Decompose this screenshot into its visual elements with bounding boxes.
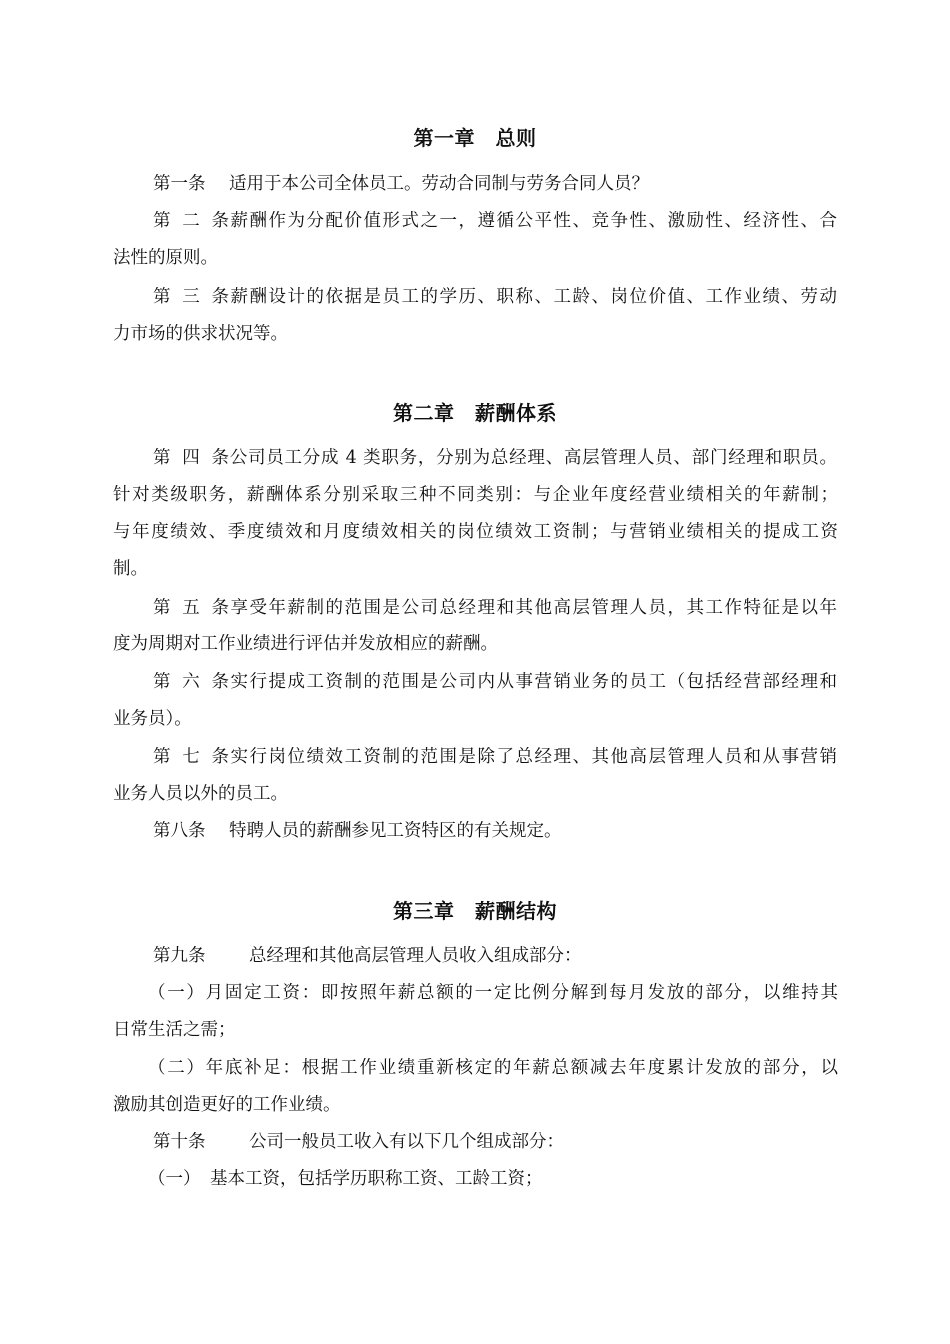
article-text: 力市场的供求状况等。 xyxy=(113,324,288,344)
article-text: 适用于本公司全体员工。劳动合同制与劳务合同人员？ xyxy=(229,174,649,194)
chapter-title: 第三章 薪酬结构 xyxy=(393,899,557,923)
article-text: 特聘人员的薪酬参见工资特区的有关规定。 xyxy=(229,821,562,841)
article-label: 第五条 xyxy=(153,598,229,618)
article-label: 第九条 xyxy=(153,946,206,966)
article-label: 第二条 xyxy=(153,211,229,231)
chapter-title: 第一章 总则 xyxy=(413,126,537,150)
article-text: 业务人员以外的员工。 xyxy=(113,784,288,804)
article-label: （一） xyxy=(148,1169,201,1189)
article-text: 激励其创造更好的工作业绩。 xyxy=(113,1095,341,1115)
article-line xyxy=(153,285,837,309)
article-label: 第三条 xyxy=(153,287,229,307)
article-line xyxy=(153,446,837,470)
article-text: 实行提成工资制的范围是公司内从事营销业务的员工（包括经营部经理和 xyxy=(229,672,837,692)
article-label: 第十条 xyxy=(153,1132,206,1152)
article-text: （一）月固定工资：即按照年薪总额的一定比例分解到每月发放的部分，以维持其 xyxy=(148,983,838,1003)
article-text: 基本工资，包括学历职称工资、工龄工资； xyxy=(210,1169,543,1189)
chapter-title: 第二章 薪酬体系 xyxy=(393,401,557,425)
article-text: 业务员）。 xyxy=(113,709,192,729)
article-text: 与年度绩效、季度绩效和月度绩效相关的岗位绩效工资制；与营销业绩相关的提成工资 xyxy=(113,522,838,542)
article-text: 享受年薪制的范围是公司总经理和其他高层管理人员，其工作特征是以年 xyxy=(229,598,837,618)
article-line xyxy=(153,670,837,694)
article-line xyxy=(153,944,582,968)
article-label: 第一条 xyxy=(153,174,206,194)
article-line xyxy=(148,1167,543,1191)
article-line xyxy=(153,596,837,620)
article-text: 总经理和其他高层管理人员收入组成部分： xyxy=(249,946,582,966)
article-line xyxy=(153,172,649,196)
article-line xyxy=(153,209,837,233)
article-text: 度为周期对工作业绩进行评估并发放相应的薪酬。 xyxy=(113,634,498,654)
article-text: 制。 xyxy=(113,559,148,579)
article-label: 第四条 xyxy=(153,448,229,468)
article-line xyxy=(153,1130,564,1154)
article-line xyxy=(153,745,837,769)
article-text: 日常生活之需； xyxy=(113,1020,236,1040)
article-label: 第七条 xyxy=(153,747,229,767)
article-text: 薪酬设计的依据是员工的学历、职称、工龄、岗位价值、工作业绩、劳动 xyxy=(229,287,837,307)
article-text: （二）年底补足：根据工作业绩重新核定的年薪总额减去年度累计发放的部分，以 xyxy=(148,1058,838,1078)
article-text: 法性的原则。 xyxy=(113,248,218,268)
article-text: 实行岗位绩效工资制的范围是除了总经理、其他高层管理人员和从事营销 xyxy=(229,747,837,767)
article-text: 公司员工分成 4 类职务，分别为总经理、高层管理人员、部门经理和职员。 xyxy=(229,448,837,468)
article-label: 第八条 xyxy=(153,821,206,841)
article-text: 公司一般员工收入有以下几个组成部分： xyxy=(249,1132,564,1152)
article-line xyxy=(153,819,562,843)
article-text: 针对类级职务，薪酬体系分别采取三种不同类别：与企业年度经营业绩相关的年薪制； xyxy=(113,485,838,505)
article-label: 第六条 xyxy=(153,672,229,692)
article-text: 薪酬作为分配价值形式之一，遵循公平性、竞争性、激励性、经济性、合 xyxy=(229,211,837,231)
